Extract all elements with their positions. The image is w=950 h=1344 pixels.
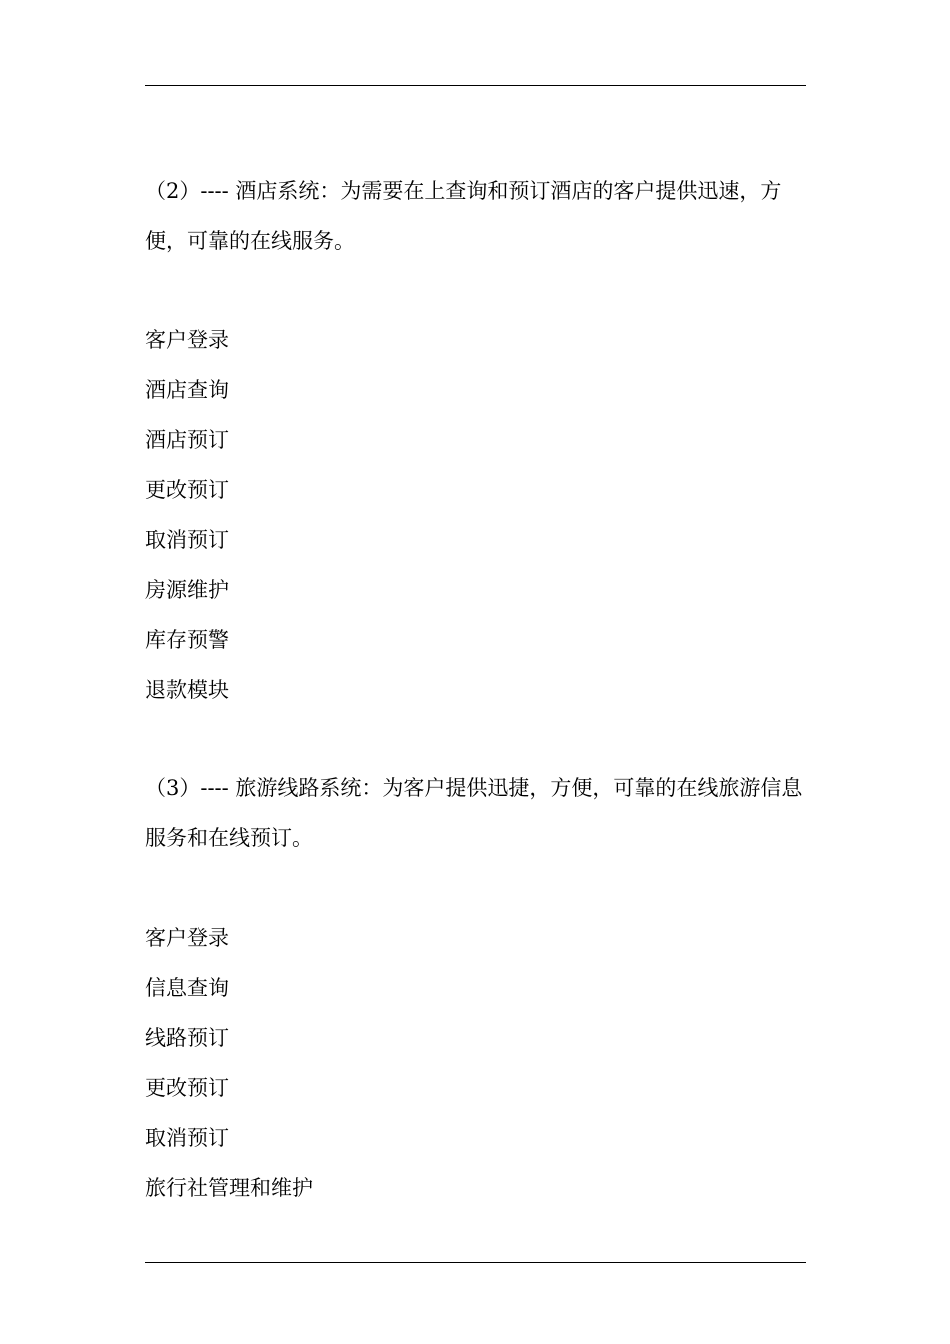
section-3-item-cancel-booking: 取消预订 <box>145 1126 229 1150</box>
section-3-item-customer-login: 客户登录 <box>145 926 229 950</box>
section-2-item-hotel-booking: 酒店预订 <box>145 428 229 452</box>
section-3-description: （3）---- 旅游线路系统：为客户提供迅捷，方便，可靠的在线旅游信息服务和在线预订。 <box>145 776 803 850</box>
section-2-item-inventory-alert: 库存预警 <box>145 628 229 652</box>
section-2-item-customer-login: 客户登录 <box>145 328 229 352</box>
section-2-item-refund-module: 退款模块 <box>145 678 229 702</box>
section-3-item-route-booking: 线路预订 <box>145 1026 229 1050</box>
header-rule <box>145 85 806 86</box>
section-2-item-room-maintenance: 房源维护 <box>145 578 229 602</box>
section-2-item-cancel-booking: 取消预订 <box>145 528 229 552</box>
footer-rule <box>145 1262 806 1263</box>
section-2-item-hotel-query: 酒店查询 <box>145 378 229 402</box>
section-3-item-info-query: 信息查询 <box>145 976 229 1000</box>
section-3-item-agency-management: 旅行社管理和维护 <box>145 1176 313 1200</box>
section-2-description: （2）---- 酒店系统：为需要在上查询和预订酒店的客户提供迅速，方便，可靠的在线服务。 <box>145 179 782 253</box>
section-2-item-change-booking: 更改预订 <box>145 478 229 502</box>
section-3-item-change-booking: 更改预订 <box>145 1076 229 1100</box>
